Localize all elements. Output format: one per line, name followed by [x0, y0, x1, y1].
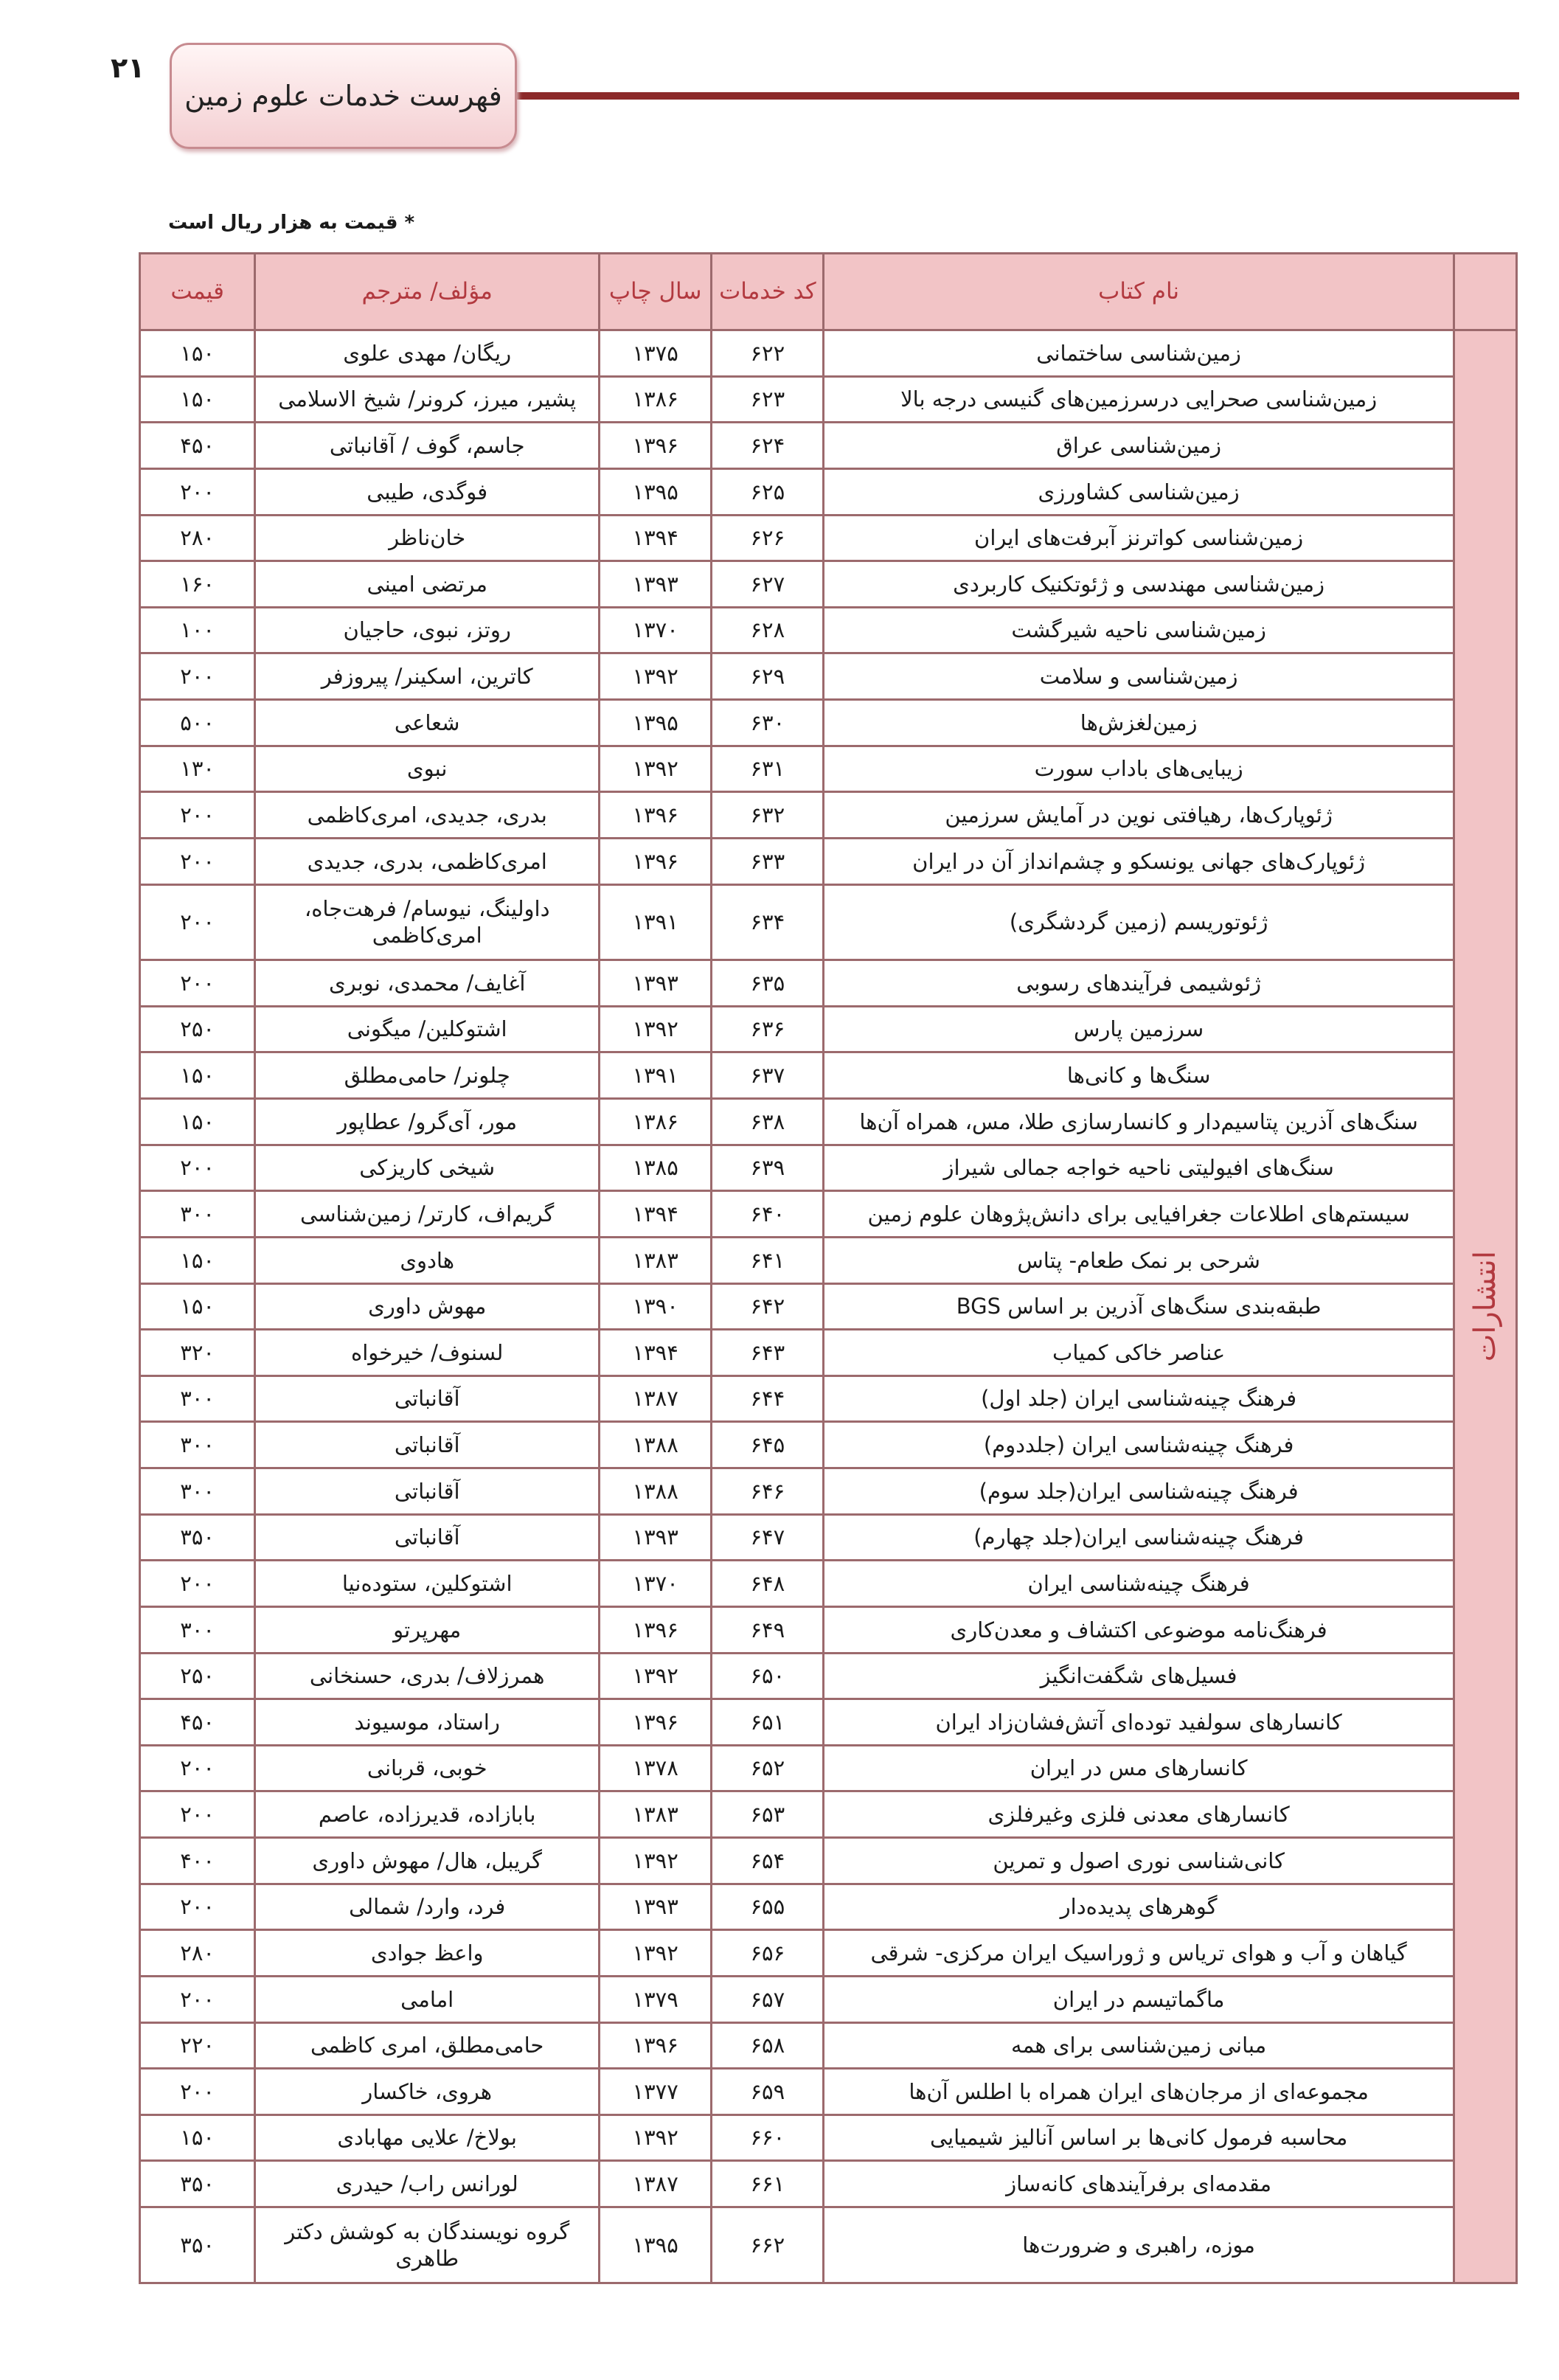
price-cell: ۲۰۰ — [140, 884, 255, 960]
price-cell: ۴۵۰ — [140, 1699, 255, 1746]
author-cell: ریگان/ مهدی علوی — [255, 330, 600, 377]
author-cell: حامی‌مطلق، امری کاظمی — [255, 2022, 600, 2069]
book-title-cell: فرهنگ‌نامه موضوعی اکتشاف و معدن‌کاری — [824, 1606, 1454, 1653]
book-title-cell: مجموعه‌ای از مرجان‌های ایران همراه با اطلس آن‌ها — [824, 2069, 1454, 2115]
book-title-cell: ماگماتیسم در ایران — [824, 1976, 1454, 2022]
price-cell: ۱۵۰ — [140, 1237, 255, 1283]
code-cell: ۶۳۷ — [712, 1052, 824, 1099]
year-cell: ۱۳۸۷ — [600, 1375, 712, 1422]
col-header-title: نام کتاب — [824, 254, 1454, 330]
year-cell: ۱۳۹۵ — [600, 2207, 712, 2283]
author-cell: مرتضی امینی — [255, 561, 600, 608]
table-row — [140, 2022, 1517, 2069]
year-cell: ۱۳۸۵ — [600, 1145, 712, 1191]
category-cell — [1454, 330, 1516, 2283]
author-cell: فرد، وارد/ شمالی — [255, 1884, 600, 1930]
book-title-cell: زمین‌شناسی ساختمانی — [824, 330, 1454, 377]
author-cell: خان‌ناظر — [255, 515, 600, 561]
book-title-cell: فرهنگ چینه‌شناسی ایران (جلددوم) — [824, 1422, 1454, 1468]
header-title: فهرست خدمات علوم زمین — [184, 80, 502, 112]
code-cell: ۶۲۳ — [712, 376, 824, 423]
price-cell: ۳۲۰ — [140, 1330, 255, 1376]
book-title-cell: زمین‌شناسی ناحیه شیرگشت — [824, 607, 1454, 653]
year-cell: ۱۳۹۲ — [600, 1653, 712, 1699]
author-cell: گروه نویسندگان به کوشش دکتر طاهری — [255, 2207, 600, 2283]
author-cell: گریبل، هال/ مهوش داوری — [255, 1838, 600, 1884]
table-row — [140, 1422, 1517, 1468]
table-row — [140, 1191, 1517, 1238]
table-row — [140, 838, 1517, 884]
price-cell: ۲۰۰ — [140, 468, 255, 515]
year-cell: ۱۳۹۳ — [600, 561, 712, 608]
year-cell: ۱۳۹۲ — [600, 653, 712, 700]
code-cell: ۶۲۶ — [712, 515, 824, 561]
book-title-cell: کانی‌شناسی نوری اصول و تمرین — [824, 1838, 1454, 1884]
book-title-cell: مبانی زمین‌شناسی برای همه — [824, 2022, 1454, 2069]
book-title-cell: مقدمه‌ای برفرآیندهای کانه‌ساز — [824, 2161, 1454, 2207]
table-row — [140, 1791, 1517, 1838]
book-title-cell: ژئوپارک‌های جهانی یونسکو و چشم‌انداز آن در ایران — [824, 838, 1454, 884]
book-title-cell: کانسارهای معدنی فلزی وغیرفلزی — [824, 1791, 1454, 1838]
col-header-price: قیمت — [140, 254, 255, 330]
book-title-cell: زمین‌شناسی عراق — [824, 423, 1454, 469]
price-cell: ۳۰۰ — [140, 1375, 255, 1422]
code-cell: ۶۳۵ — [712, 960, 824, 1007]
book-title-cell: محاسبه فرمول کانی‌ها بر اساس آنالیز شیمیایی — [824, 2114, 1454, 2161]
year-cell: ۱۳۷۹ — [600, 1976, 712, 2022]
year-cell: ۱۳۸۳ — [600, 1791, 712, 1838]
table-row — [140, 561, 1517, 608]
year-cell: ۱۳۹۶ — [600, 838, 712, 884]
code-cell: ۶۴۱ — [712, 1237, 824, 1283]
book-title-cell: فرهنگ چینه‌شناسی ایران (جلد اول) — [824, 1375, 1454, 1422]
price-cell: ۲۰۰ — [140, 1561, 255, 1607]
author-cell: آقانباتی — [255, 1514, 600, 1561]
author-cell: اشتوکلین/ میگونی — [255, 1006, 600, 1052]
price-cell: ۲۰۰ — [140, 792, 255, 839]
code-cell: ۶۴۸ — [712, 1561, 824, 1607]
author-cell: بولاخ/ علایی مهابادی — [255, 2114, 600, 2161]
book-title-cell: زمین‌لغزش‌ها — [824, 700, 1454, 746]
code-cell: ۶۴۳ — [712, 1330, 824, 1376]
code-cell: ۶۵۴ — [712, 1838, 824, 1884]
table-row — [140, 1375, 1517, 1422]
price-cell: ۲۰۰ — [140, 653, 255, 700]
price-note: * قیمت به هزار ریال است — [168, 212, 415, 234]
author-cell: فوگدی، طیبی — [255, 468, 600, 515]
price-cell: ۲۰۰ — [140, 2069, 255, 2115]
author-cell: کاترین، اسکینر/ پیروزفر — [255, 653, 600, 700]
price-cell: ۱۳۰ — [140, 746, 255, 792]
author-cell: واعظ جوادی — [255, 1930, 600, 1977]
price-cell: ۳۵۰ — [140, 1514, 255, 1561]
book-title-cell: گوهرهای پدیده‌دار — [824, 1884, 1454, 1930]
table-row — [140, 607, 1517, 653]
code-cell: ۶۵۵ — [712, 1884, 824, 1930]
code-cell: ۶۲۵ — [712, 468, 824, 515]
table-row — [140, 376, 1517, 423]
table-row — [140, 1145, 1517, 1191]
price-cell: ۳۵۰ — [140, 2207, 255, 2283]
table-row — [140, 2114, 1517, 2161]
code-cell: ۶۳۱ — [712, 746, 824, 792]
year-cell: ۱۳۹۴ — [600, 1191, 712, 1238]
price-cell: ۳۰۰ — [140, 1191, 255, 1238]
table-row — [140, 884, 1517, 960]
year-cell: ۱۳۹۳ — [600, 960, 712, 1007]
year-cell: ۱۳۷۰ — [600, 607, 712, 653]
year-cell: ۱۳۸۸ — [600, 1422, 712, 1468]
book-title-cell: فسیل‌های شگفت‌انگیز — [824, 1653, 1454, 1699]
table-row — [140, 1561, 1517, 1607]
code-cell: ۶۴۷ — [712, 1514, 824, 1561]
page-number: ۲۱ — [111, 52, 145, 84]
year-cell: ۱۳۹۲ — [600, 2114, 712, 2161]
book-title-cell: عناصر خاکی کمیاب — [824, 1330, 1454, 1376]
price-cell: ۱۵۰ — [140, 1099, 255, 1145]
year-cell: ۱۳۸۶ — [600, 1099, 712, 1145]
author-cell: پشیر، میرز، کرونر/ شیخ الاسلامی — [255, 376, 600, 423]
code-cell: ۶۳۲ — [712, 792, 824, 839]
table-row — [140, 1468, 1517, 1515]
table-row — [140, 1330, 1517, 1376]
year-cell: ۱۳۹۵ — [600, 468, 712, 515]
code-cell: ۶۳۶ — [712, 1006, 824, 1052]
table-row — [140, 700, 1517, 746]
author-cell: لورانس راب/ حیدری — [255, 2161, 600, 2207]
price-cell: ۱۶۰ — [140, 561, 255, 608]
year-cell: ۱۳۷۷ — [600, 2069, 712, 2115]
book-title-cell: ژئوشیمی فرآیندهای رسوبی — [824, 960, 1454, 1007]
table-row — [140, 1006, 1517, 1052]
table-row — [140, 515, 1517, 561]
year-cell: ۱۳۹۲ — [600, 1006, 712, 1052]
author-cell: نبوی — [255, 746, 600, 792]
author-cell: بدری، جدیدی، امری‌کاظمی — [255, 792, 600, 839]
code-cell: ۶۶۲ — [712, 2207, 824, 2283]
author-cell: آقانباتی — [255, 1375, 600, 1422]
code-cell: ۶۳۸ — [712, 1099, 824, 1145]
price-cell: ۱۵۰ — [140, 2114, 255, 2161]
author-cell: روتز، نبوی، حاجیان — [255, 607, 600, 653]
category-header-cell — [1454, 254, 1516, 330]
author-cell: امری‌کاظمی، بدری، جدیدی — [255, 838, 600, 884]
author-cell: هادوی — [255, 1237, 600, 1283]
price-cell: ۲۸۰ — [140, 1930, 255, 1977]
year-cell: ۱۳۸۸ — [600, 1468, 712, 1515]
book-title-cell: زمین‌شناسی و سلامت — [824, 653, 1454, 700]
author-cell: مور، آی‌گرو/ عطاپور — [255, 1099, 600, 1145]
author-cell: آقانباتی — [255, 1468, 600, 1515]
year-cell: ۱۳۸۳ — [600, 1237, 712, 1283]
table-row — [140, 1237, 1517, 1283]
table-row — [140, 2069, 1517, 2115]
year-cell: ۱۳۸۶ — [600, 376, 712, 423]
author-cell: گریم‌اف، کارتر/ زمین‌شناسی — [255, 1191, 600, 1238]
year-cell: ۱۳۹۰ — [600, 1283, 712, 1330]
author-cell: مهوش داوری — [255, 1283, 600, 1330]
price-cell: ۳۰۰ — [140, 1606, 255, 1653]
price-cell: ۳۰۰ — [140, 1468, 255, 1515]
author-cell: هروی، خاکسار — [255, 2069, 600, 2115]
table-row — [140, 960, 1517, 1007]
book-title-cell: سنگ‌ها و کانی‌ها — [824, 1052, 1454, 1099]
table-row — [140, 746, 1517, 792]
book-title-cell: ژئوپارک‌ها، رهیافتی نوین در آمایش سرزمین — [824, 792, 1454, 839]
year-cell: ۱۳۹۶ — [600, 2022, 712, 2069]
author-cell: مهرپرتو — [255, 1606, 600, 1653]
code-cell: ۶۶۱ — [712, 2161, 824, 2207]
year-cell: ۱۳۹۳ — [600, 1884, 712, 1930]
table-row — [140, 653, 1517, 700]
category-label: انتشارات — [1468, 1251, 1502, 1362]
year-cell: ۱۳۸۷ — [600, 2161, 712, 2207]
year-cell: ۱۳۷۰ — [600, 1561, 712, 1607]
author-cell: لسنوف/ خیرخواه — [255, 1330, 600, 1376]
book-title-cell: فرهنگ چینه‌شناسی ایران(جلد چهارم) — [824, 1514, 1454, 1561]
author-cell: چلونر/ حامی‌مطلق — [255, 1052, 600, 1099]
year-cell: ۱۳۹۶ — [600, 1606, 712, 1653]
year-cell: ۱۳۷۵ — [600, 330, 712, 377]
book-title-cell: زمین‌شناسی مهندسی و ژئوتکنیک کاربردی — [824, 561, 1454, 608]
price-cell: ۲۰۰ — [140, 1791, 255, 1838]
book-title-cell: کانسارهای مس در ایران — [824, 1745, 1454, 1791]
book-title-cell: سنگ‌های افیولیتی ناحیه خواجه جمالی شیراز — [824, 1145, 1454, 1191]
catalog-table-wrap — [139, 252, 1518, 2284]
price-cell: ۲۰۰ — [140, 838, 255, 884]
price-cell: ۲۰۰ — [140, 1884, 255, 1930]
year-cell: ۱۳۹۵ — [600, 700, 712, 746]
price-cell: ۲۵۰ — [140, 1653, 255, 1699]
code-cell: ۶۲۹ — [712, 653, 824, 700]
year-cell: ۱۳۹۶ — [600, 792, 712, 839]
year-cell: ۱۳۹۳ — [600, 1514, 712, 1561]
col-header-author: مؤلف/ مترجم — [255, 254, 600, 330]
year-cell: ۱۳۷۸ — [600, 1745, 712, 1791]
table-row — [140, 330, 1517, 377]
table-row — [140, 1930, 1517, 1977]
header-rule — [509, 92, 1519, 100]
code-cell: ۶۵۹ — [712, 2069, 824, 2115]
price-cell: ۳۰۰ — [140, 1422, 255, 1468]
code-cell: ۶۶۰ — [712, 2114, 824, 2161]
author-cell: آغایف/ محمدی، نوبری — [255, 960, 600, 1007]
price-cell: ۲۰۰ — [140, 1145, 255, 1191]
book-title-cell: زمین‌شناسی کواترنز آبرفت‌های ایران — [824, 515, 1454, 561]
table-row — [140, 1514, 1517, 1561]
author-cell: جاسم، گوف / آقانباتی — [255, 423, 600, 469]
table-row — [140, 2207, 1517, 2283]
book-title-cell: سنگ‌های آذرین پتاسیم‌دار و کانسارسازی طلا، مس، همراه آن‌ها — [824, 1099, 1454, 1145]
book-title-cell: فرهنگ چینه‌شناسی ایران — [824, 1561, 1454, 1607]
author-cell: آقانباتی — [255, 1422, 600, 1468]
price-cell: ۱۵۰ — [140, 1052, 255, 1099]
author-cell: راستاد، موسیوند — [255, 1699, 600, 1746]
book-title-cell: سیستم‌های اطلاعات جغرافیایی برای دانش‌پژوهان علوم زمین — [824, 1191, 1454, 1238]
book-title-cell: سرزمین پارس — [824, 1006, 1454, 1052]
price-cell: ۵۰۰ — [140, 700, 255, 746]
year-cell: ۱۳۹۲ — [600, 746, 712, 792]
table-row — [140, 1976, 1517, 2022]
book-title-cell: زیبایی‌های باداب سورت — [824, 746, 1454, 792]
price-cell: ۲۰۰ — [140, 1976, 255, 2022]
year-cell: ۱۳۹۶ — [600, 423, 712, 469]
author-cell: اشتوکلین، ستوده‌نیا — [255, 1561, 600, 1607]
table-row — [140, 1283, 1517, 1330]
table-row — [140, 468, 1517, 515]
book-title-cell: گیاهان و آب و هوای تریاس و ژوراسیک ایران مرکزی- شرقی — [824, 1930, 1454, 1977]
catalog-table — [139, 252, 1518, 2284]
author-cell: شیخی کاریزکی — [255, 1145, 600, 1191]
book-title-cell: طبقه‌بندی سنگ‌های آذرین بر اساس BGS — [824, 1283, 1454, 1330]
code-cell: ۶۴۲ — [712, 1283, 824, 1330]
code-cell: ۶۳۳ — [712, 838, 824, 884]
year-cell: ۱۳۹۴ — [600, 1330, 712, 1376]
code-cell: ۶۴۹ — [712, 1606, 824, 1653]
author-cell: داولینگ، نیوسام/ فرهت‌جاه، امری‌کاظمی — [255, 884, 600, 960]
year-cell: ۱۳۹۶ — [600, 1699, 712, 1746]
col-header-year: سال چاپ — [600, 254, 712, 330]
table-row — [140, 1653, 1517, 1699]
price-cell: ۴۵۰ — [140, 423, 255, 469]
year-cell: ۱۳۹۲ — [600, 1838, 712, 1884]
author-cell: خوبی، قربانی — [255, 1745, 600, 1791]
price-cell: ۱۰۰ — [140, 607, 255, 653]
price-cell: ۲۰۰ — [140, 960, 255, 1007]
code-cell: ۶۵۱ — [712, 1699, 824, 1746]
code-cell: ۶۲۴ — [712, 423, 824, 469]
code-cell: ۶۲۲ — [712, 330, 824, 377]
code-cell: ۶۵۰ — [712, 1653, 824, 1699]
price-cell: ۱۵۰ — [140, 376, 255, 423]
table-header-row — [140, 254, 1517, 330]
table-row — [140, 1838, 1517, 1884]
price-cell: ۳۵۰ — [140, 2161, 255, 2207]
table-row — [140, 1699, 1517, 1746]
author-cell: همرزلاف/ بدری، حسنخانی — [255, 1653, 600, 1699]
author-cell: امامی — [255, 1976, 600, 2022]
code-cell: ۶۴۰ — [712, 1191, 824, 1238]
code-cell: ۶۵۳ — [712, 1791, 824, 1838]
code-cell: ۶۵۷ — [712, 1976, 824, 2022]
price-cell: ۲۰۰ — [140, 1745, 255, 1791]
table-row — [140, 1052, 1517, 1099]
book-title-cell: فرهنگ چینه‌شناسی ایران(جلد سوم) — [824, 1468, 1454, 1515]
year-cell: ۱۳۹۲ — [600, 1930, 712, 1977]
code-cell: ۶۵۲ — [712, 1745, 824, 1791]
book-title-cell: ژئوتوریسم (زمین گردشگری) — [824, 884, 1454, 960]
code-cell: ۶۲۸ — [712, 607, 824, 653]
col-header-code: کد خدمات — [712, 254, 824, 330]
year-cell: ۱۳۹۱ — [600, 1052, 712, 1099]
book-title-cell: شرحی بر نمک طعام- پتاس — [824, 1237, 1454, 1283]
author-cell: شعاعی — [255, 700, 600, 746]
book-title-cell: موزه، راهبری و ضرورت‌ها — [824, 2207, 1454, 2283]
price-cell: ۲۵۰ — [140, 1006, 255, 1052]
price-cell: ۱۵۰ — [140, 1283, 255, 1330]
code-cell: ۶۴۴ — [712, 1375, 824, 1422]
price-cell: ۲۸۰ — [140, 515, 255, 561]
code-cell: ۶۳۰ — [712, 700, 824, 746]
year-cell: ۱۳۹۱ — [600, 884, 712, 960]
book-title-cell: کانسارهای سولفید توده‌ای آتش‌فشان‌زاد ایران — [824, 1699, 1454, 1746]
price-cell: ۱۵۰ — [140, 330, 255, 377]
code-cell: ۶۳۴ — [712, 884, 824, 960]
table-row — [140, 792, 1517, 839]
book-title-cell: زمین‌شناسی کشاورزی — [824, 468, 1454, 515]
code-cell: ۶۵۸ — [712, 2022, 824, 2069]
table-row — [140, 2161, 1517, 2207]
code-cell: ۶۵۶ — [712, 1930, 824, 1977]
price-cell: ۲۲۰ — [140, 2022, 255, 2069]
price-cell: ۴۰۰ — [140, 1838, 255, 1884]
header-title-box — [170, 43, 517, 149]
author-cell: بابازاده، قدیرزاده، عاصم — [255, 1791, 600, 1838]
table-row — [140, 423, 1517, 469]
book-title-cell: زمین‌شناسی صحرایی درسرزمین‌های گنیسی درجه بالا — [824, 376, 1454, 423]
table-row — [140, 1884, 1517, 1930]
code-cell: ۶۴۶ — [712, 1468, 824, 1515]
table-row — [140, 1099, 1517, 1145]
table-row — [140, 1606, 1517, 1653]
year-cell: ۱۳۹۴ — [600, 515, 712, 561]
table-row — [140, 1745, 1517, 1791]
code-cell: ۶۴۵ — [712, 1422, 824, 1468]
code-cell: ۶۳۹ — [712, 1145, 824, 1191]
code-cell: ۶۲۷ — [712, 561, 824, 608]
